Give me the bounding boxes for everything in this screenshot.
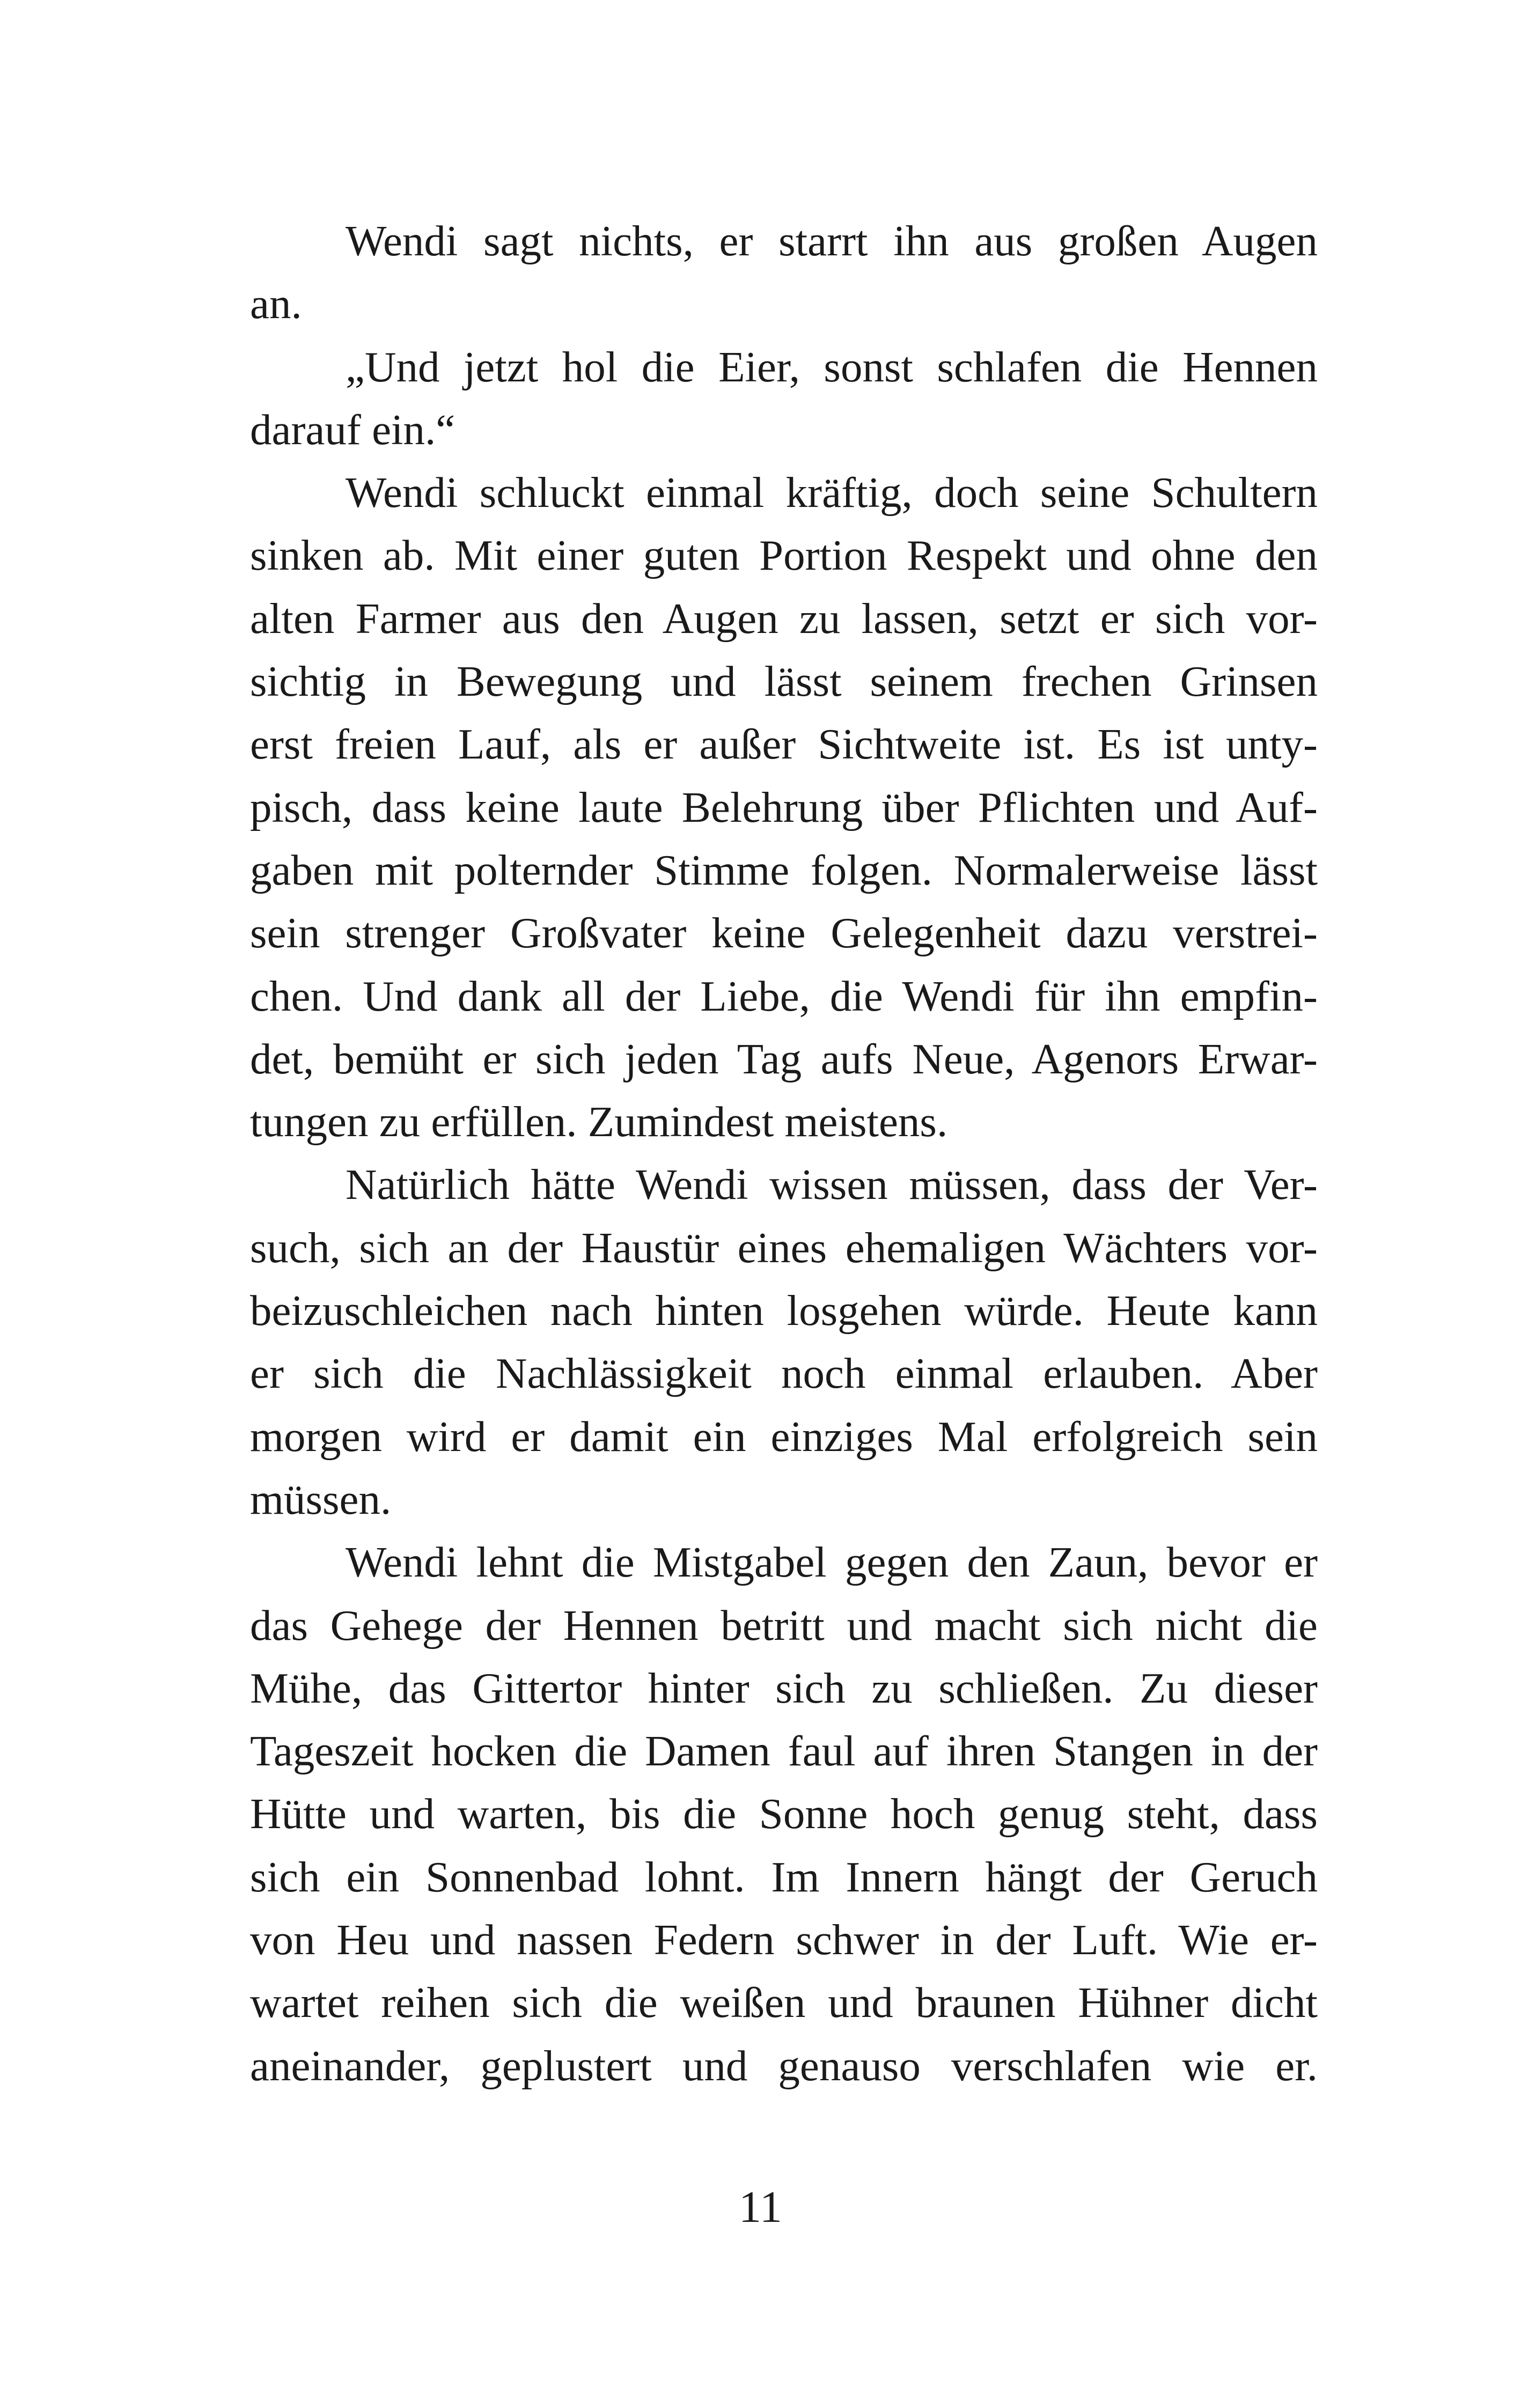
text-line: darauf ein.“ xyxy=(250,405,455,454)
text-line: Wendi sagt nichts, er starrt ihn aus großen Augen xyxy=(346,217,1318,265)
text-line: sinken ab. Mit einer guten Portion Respekt und ohne den xyxy=(250,531,1318,580)
text-line: det, bemüht er sich jeden Tag aufs Neue, Agenors Erwar- xyxy=(250,1034,1318,1083)
text-line: erst freien Lauf, als er außer Sichtweite ist. Es ist unty- xyxy=(250,720,1318,769)
text-line: Mühe, das Gittertor hinter sich zu schließen. Zu dieser xyxy=(250,1663,1318,1712)
text-line: tungen zu erfüllen. Zumindest meistens. xyxy=(250,1098,948,1146)
text-line: chen. Und dank all der Liebe, die Wendi für ihn empfin- xyxy=(250,971,1318,1020)
body-text xyxy=(250,210,1318,2097)
text-line: Hütte und warten, bis die Sonne hoch genug steht, dass xyxy=(250,1790,1318,1838)
text-line: Tageszeit hocken die Damen faul auf ihren Stangen in der xyxy=(250,1727,1318,1776)
text-line: müssen. xyxy=(250,1475,392,1523)
text-line: pisch, dass keine laute Belehrung über Pflichten und Auf- xyxy=(250,783,1318,831)
text-line: sichtig in Bewegung und lässt seinem frechen Grinsen xyxy=(250,657,1318,706)
text-line: aneinander, geplustert und genauso verschlafen wie er. xyxy=(250,2041,1318,2090)
text-line: von Heu und nassen Federn schwer in der Luft. Wie er- xyxy=(250,1916,1318,1964)
text-line: gaben mit polternder Stimme folgen. Normalerweise lässt xyxy=(250,845,1318,894)
text-line: Wendi lehnt die Mistgabel gegen den Zaun, bevor er xyxy=(346,1538,1318,1587)
text-line: sich ein Sonnenbad lohnt. Im Innern hängt der Geruch xyxy=(250,1852,1318,1901)
text-line: er sich die Nachlässigkeit noch einmal erlauben. Aber xyxy=(250,1349,1318,1398)
text-line: Natürlich hätte Wendi wissen müssen, dass der Ver- xyxy=(346,1160,1318,1209)
text-line: das Gehege der Hennen betritt und macht sich nicht die xyxy=(250,1601,1318,1649)
text-line: „Und jetzt hol die Eier, sonst schlafen die Hennen xyxy=(346,342,1318,391)
text-line: wartet reihen sich die weißen und braunen Hühner dicht xyxy=(250,1978,1318,2027)
text-line: sein strenger Großvater keine Gelegenheit dazu verstrei- xyxy=(250,909,1318,958)
text-line: morgen wird er damit ein einziges Mal erfolgreich sein xyxy=(250,1412,1318,1461)
text-line: beizuschleichen nach hinten losgehen würde. Heute kann xyxy=(250,1286,1318,1335)
text-line: alten Farmer aus den Augen zu lassen, setzt er sich vor- xyxy=(250,594,1318,643)
page-number: 11 xyxy=(739,2182,782,2232)
text-line: Wendi schluckt einmal kräftig, doch seine Schultern xyxy=(346,468,1318,517)
text-line: such, sich an der Haustür eines ehemaligen Wächters vor- xyxy=(250,1223,1318,1272)
text-line: an. xyxy=(250,279,302,328)
